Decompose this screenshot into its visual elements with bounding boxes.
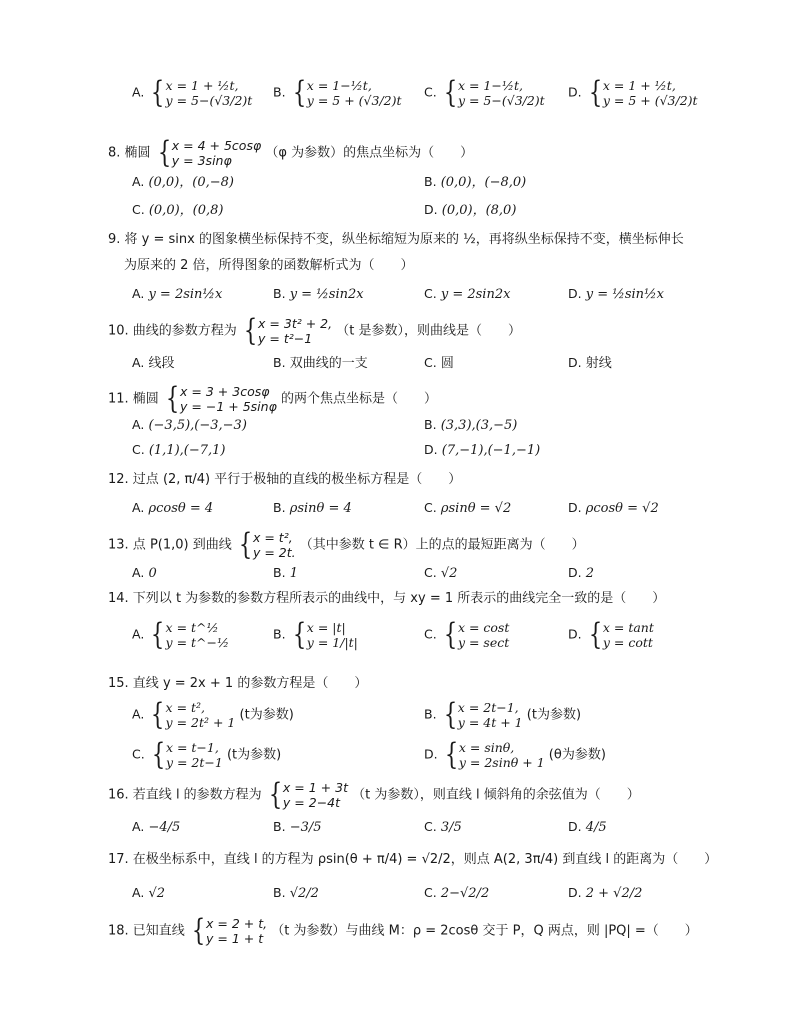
sys-line-2: y = t²−1: [258, 331, 313, 346]
option-text: y = ½sin½x: [585, 287, 664, 302]
sys-line-2: y = 5 + (√3/2)t: [306, 93, 402, 108]
option-text: −4/5: [148, 820, 181, 835]
sys-line-2: y = 2t−1: [165, 755, 223, 770]
q14-option-d: D. { x = tant y = cott: [568, 617, 654, 652]
option-label: B.: [273, 626, 286, 642]
sys-line-1: x = sinθ,: [458, 740, 515, 755]
option-text: 2: [585, 566, 595, 581]
option-label: C.: [424, 355, 437, 370]
sys-line-1: x = 1 + ½t,: [602, 78, 676, 93]
q10-stem: 10. 曲线的参数方程为 { x = 3t² + 2, y = t²−1 （t 是参数），则曲线是（ ）: [108, 313, 521, 348]
option-label: C.: [424, 626, 437, 642]
q7-option-b: B. { x = 1−½t, y = 5 + (√3/2)t: [273, 75, 402, 110]
q15-option-a: A. { x = t², y = 2t² + 1 (t为参数): [132, 697, 294, 732]
option-text: y = 2sin2x: [440, 287, 511, 302]
stem-text: （t 为参数），则直线 l 倾斜角的余弦值为（ ）: [352, 787, 640, 803]
option-label: C.: [424, 819, 437, 834]
option-label: C.: [424, 84, 437, 100]
option-label: B.: [273, 565, 286, 580]
option-label: C.: [132, 442, 145, 457]
sys-line-1: x = 1−½t,: [457, 78, 523, 93]
q9-stem-line-1: 9. 将 y = sinx 的图象横坐标保持不变，纵坐标缩短为原来的 ½，再将纵坐标保持不变，横坐标伸长: [108, 232, 684, 247]
q10-option-a: [132, 355, 174, 372]
option-text: 1: [289, 566, 298, 581]
q15-option-d: D. { x = sinθ, y = 2sinθ + 1 (θ为参数): [424, 737, 606, 772]
q12-stem: 12. 过点 (2, π/4) 平行于极轴的直线的极坐标方程是（ ）: [108, 472, 462, 487]
option-label: D.: [568, 565, 582, 580]
option-text: √2: [440, 566, 458, 581]
param-note: (t为参数): [526, 707, 582, 723]
option-text: (1,1),(−7,1): [148, 443, 226, 458]
q16-option-d: [568, 819, 607, 836]
q8-option-b: [424, 174, 526, 191]
q10-option-b: [273, 355, 368, 372]
sys-line-2: y = −1 + 5sinφ: [180, 399, 277, 414]
option-label: D.: [568, 626, 582, 642]
sys-line-2: y = 2t.: [252, 545, 296, 560]
q15-stem: 15. 直线 y = 2x + 1 的参数方程是（ ）: [108, 676, 368, 691]
option-text: 3/5: [440, 820, 462, 835]
q14-option-b: B. { x = |t| y = 1/|t|: [273, 617, 358, 652]
q15-option-b: B. { x = 2t−1, y = 4t + 1 (t为参数): [424, 697, 582, 732]
q9-stem-line-2: 为原来的 2 倍，所得图象的函数解析式为（ ）: [124, 258, 414, 273]
option-label: A.: [132, 885, 145, 900]
stem-text: （其中参数 t ∈ R）上的点的最短距离为（ ）: [299, 537, 585, 553]
sys-line-1: x = 3 + 3cosφ: [180, 384, 270, 399]
sys-line-2: y = 5−(√3/2)t: [165, 93, 253, 108]
stem-text: 18. 已知直线: [108, 923, 185, 939]
option-label: D.: [424, 746, 438, 762]
sys-line-2: y = sect: [457, 635, 510, 650]
q10-option-d: [568, 355, 612, 372]
option-text: 2−√2/2: [440, 886, 490, 901]
option-text: ρcosθ = √2: [585, 501, 659, 516]
param-note: (t为参数): [239, 707, 294, 723]
sys-line-2: y = 4t + 1: [457, 715, 523, 730]
q13-option-d: [568, 565, 594, 582]
option-label: C.: [424, 500, 437, 515]
option-label: D.: [568, 355, 582, 370]
option-text: (0,0)，(0,8): [148, 203, 224, 218]
sys-line-2: y = 2−4t: [282, 795, 341, 810]
option-text: −3/5: [289, 820, 322, 835]
option-label: B.: [273, 500, 286, 515]
q13-stem: 13. 点 P(1,0) 到曲线 { x = t², y = 2t. （其中参数 t ∈ R）上的点的最短距离为（ ）: [108, 527, 585, 562]
q17-stem: 17. 在极坐标系中，直线 l 的方程为 ρsin(θ + π/4) = √2/2，则点 A(2, 3π/4) 到直线 l 的距离为（ ）: [108, 852, 718, 867]
param-note: (t为参数): [226, 747, 282, 763]
sys-line-2: y = 1/|t|: [306, 635, 358, 650]
option-label: B.: [273, 286, 286, 301]
q8-option-a: [132, 174, 234, 191]
q18-stem: 18. 已知直线 { x = 2 + t, y = 1 + t （t 为参数）与曲线 M：ρ = 2cosθ 交于 P，Q 两点，则 |PQ| =（ ）: [108, 913, 698, 948]
option-label: D.: [424, 202, 438, 217]
sys-line-2: y = t^−½: [165, 635, 230, 650]
q9-option-c: [424, 286, 510, 303]
stem-text: 8. 椭圆: [108, 145, 151, 161]
option-label: B.: [424, 417, 437, 432]
option-text: 圆: [440, 356, 454, 371]
sys-line-1: x = tant: [602, 620, 654, 635]
option-label: A.: [132, 706, 145, 722]
q12-option-c: [424, 500, 511, 517]
q7-option-a: A. { x = 1 + ½t, y = 5−(√3/2)t: [132, 75, 253, 110]
option-label: B.: [424, 706, 437, 722]
q13-option-c: [424, 565, 457, 582]
q7-option-c: C. { x = 1−½t, y = 5−(√3/2)t: [424, 75, 545, 110]
param-note: (θ为参数): [548, 747, 606, 763]
q7-option-d: D. { x = 1 + ½t, y = 5 + (√3/2)t: [568, 75, 698, 110]
option-text: (0,0)，(0,−8): [148, 175, 234, 190]
q13-option-a: [132, 565, 157, 582]
sys-line-1: x = 3t² + 2,: [258, 316, 333, 331]
option-label: B.: [273, 355, 286, 370]
option-label: A.: [132, 819, 145, 834]
q15-option-c: C. { x = t−1, y = 2t−1 (t为参数): [132, 737, 282, 772]
option-label: D.: [568, 500, 582, 515]
option-text: (3,3),(3,−5): [440, 418, 518, 433]
sys-line-1: x = |t|: [306, 620, 346, 635]
option-label: C.: [424, 885, 437, 900]
option-text: 双曲线的一支: [289, 356, 368, 371]
sys-line-1: x = 2t−1,: [457, 700, 519, 715]
stem-text: 11. 椭圆: [108, 391, 159, 407]
sys-line-1: x = t−1,: [165, 740, 219, 755]
sys-line-2: y = 2sinθ + 1: [458, 755, 545, 770]
q14-option-c: C. { x = cost y = sect: [424, 617, 510, 652]
q14-option-a: A. { x = t^½ y = t^−½: [132, 617, 230, 652]
option-label: B.: [273, 885, 286, 900]
q17-option-d: [568, 885, 642, 902]
option-text: 射线: [585, 356, 612, 371]
q11-stem: 11. 椭圆 { x = 3 + 3cosφ y = −1 + 5sinφ 的两个焦点坐标是（ ）: [108, 381, 437, 416]
stem-text: （φ 为参数）的焦点坐标为（ ）: [265, 145, 474, 161]
option-label: A.: [132, 626, 145, 642]
q9-option-b: [273, 286, 364, 303]
q8-option-c: [132, 202, 223, 219]
q12-option-d: [568, 500, 659, 517]
option-label: C.: [132, 746, 145, 762]
option-label: D.: [568, 819, 582, 834]
option-text: 0: [148, 566, 157, 581]
option-text: (0,0)，(8,0): [441, 203, 517, 218]
option-text: ρcosθ = 4: [148, 501, 214, 516]
sys-line-2: y = 5 + (√3/2)t: [602, 93, 698, 108]
option-text: (0,0)，(−8,0): [440, 175, 527, 190]
option-text: ρsinθ = √2: [440, 501, 512, 516]
stem-text: 10. 曲线的参数方程为: [108, 323, 237, 339]
q11-option-d: [424, 442, 540, 459]
option-text: 线段: [148, 356, 175, 371]
q16-option-b: [273, 819, 322, 836]
option-label: C.: [424, 565, 437, 580]
q16-stem: 16. 若直线 l 的参数方程为 { x = 1 + 3t y = 2−4t （t 为参数），则直线 l 倾斜角的余弦值为（ ）: [108, 777, 640, 812]
option-text: √2/2: [289, 886, 319, 901]
option-label: B.: [273, 84, 286, 100]
option-text: y = 2sin½x: [148, 287, 223, 302]
sys-line-1: x = 4 + 5cosφ: [171, 138, 262, 153]
q14-stem: 14. 下列以 t 为参数的参数方程所表示的曲线中，与 xy = 1 所表示的曲线完全一致的是（ ）: [108, 591, 666, 606]
sys-line-2: y = 1 + t: [206, 931, 264, 946]
sys-line-1: x = cost: [457, 620, 510, 635]
sys-line-1: x = 1 + 3t: [282, 780, 348, 795]
q11-option-a: [132, 417, 247, 434]
option-text: (−3,5),(−3,−3): [148, 418, 247, 433]
q11-option-b: [424, 417, 517, 434]
q17-option-c: [424, 885, 489, 902]
sys-line-1: x = 1 + ½t,: [165, 78, 239, 93]
option-label: C.: [132, 202, 145, 217]
q9-option-d: [568, 286, 664, 303]
q8-stem: 8. 椭圆 { x = 4 + 5cosφ y = 3sinφ （φ 为参数）的焦点坐标为（ ）: [108, 135, 474, 170]
option-label: A.: [132, 286, 145, 301]
q8-option-d: [424, 202, 516, 219]
q16-option-c: [424, 819, 462, 836]
sys-line-1: x = t²,: [252, 530, 293, 545]
sys-line-1: x = t^½: [165, 620, 219, 635]
option-label: D.: [568, 885, 582, 900]
q16-option-a: [132, 819, 180, 836]
option-text: (7,−1),(−1,−1): [441, 443, 541, 458]
q11-option-c: [132, 442, 226, 459]
option-label: A.: [132, 174, 145, 189]
option-text: y = ½sin2x: [289, 287, 364, 302]
stem-text: （t 是参数），则曲线是（ ）: [336, 323, 521, 339]
option-label: A.: [132, 84, 145, 100]
option-text: 2 + √2/2: [585, 886, 643, 901]
option-label: B.: [424, 174, 437, 189]
q12-option-a: [132, 500, 213, 517]
q17-option-a: [132, 885, 165, 902]
option-label: D.: [568, 286, 582, 301]
option-label: C.: [424, 286, 437, 301]
sys-line-1: x = 1−½t,: [306, 78, 372, 93]
q17-option-b: [273, 885, 319, 902]
sys-line-2: y = 3sinφ: [171, 153, 232, 168]
option-text: ρsinθ = 4: [289, 501, 352, 516]
stem-text: 的两个焦点坐标是（ ）: [280, 391, 437, 407]
q10-option-c: [424, 355, 454, 372]
option-label: D.: [424, 442, 438, 457]
q12-option-b: [273, 500, 352, 517]
sys-line-2: y = 2t² + 1: [165, 715, 236, 730]
sys-line-1: x = 2 + t,: [206, 916, 268, 931]
option-label: A.: [132, 500, 145, 515]
stem-text: 16. 若直线 l 的参数方程为: [108, 787, 262, 803]
option-label: A.: [132, 565, 145, 580]
sys-line-1: x = t²,: [165, 700, 206, 715]
option-label: A.: [132, 355, 145, 370]
option-text: 4/5: [585, 820, 607, 835]
sys-line-2: y = 5−(√3/2)t: [457, 93, 545, 108]
q9-option-a: [132, 286, 222, 303]
option-text: √2: [148, 886, 166, 901]
sys-line-2: y = cott: [602, 635, 653, 650]
stem-text: 13. 点 P(1,0) 到曲线: [108, 537, 232, 553]
q13-option-b: [273, 565, 298, 582]
stem-text: （t 为参数）与曲线 M：ρ = 2cosθ 交于 P，Q 两点，则 |PQ| =（ ）: [271, 923, 698, 939]
option-label: A.: [132, 417, 145, 432]
option-label: D.: [568, 84, 582, 100]
option-label: B.: [273, 819, 286, 834]
